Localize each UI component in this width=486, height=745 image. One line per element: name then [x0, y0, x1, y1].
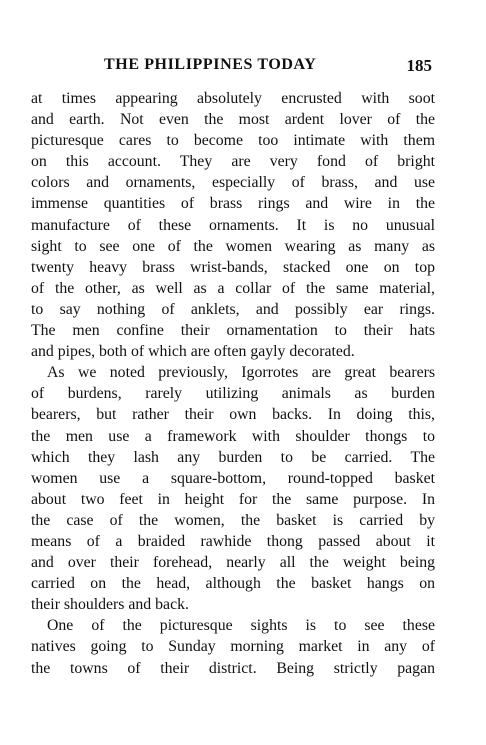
- text-line: the towns of their district. Being strictly pagan: [31, 659, 435, 677]
- text-line: the case of the women, the basket is carried by: [31, 511, 435, 529]
- text-line: at times appearing absolutely encrusted with soot: [31, 90, 435, 107]
- text-line: As we noted previously, Igorrotes are great bearers: [47, 364, 435, 382]
- text-line: the men use a framework with shoulder thongs to: [31, 427, 435, 445]
- text-line: bearers, but rather their own backs. In doing this,: [31, 406, 435, 424]
- running-title: THE PHILIPPINES TODAY: [104, 56, 317, 73]
- text-line: One of the picturesque sights is to see these: [47, 617, 435, 635]
- text-line: twenty heavy brass wrist-bands, stacked one on top: [31, 258, 435, 276]
- text-line: natives going to Sunday morning market in any of: [31, 638, 435, 656]
- text-line: manufacture of these ornaments. It is no unusual: [31, 216, 435, 234]
- page-number: 185: [406, 56, 432, 75]
- text-line: colors and ornaments, especially of brass, and use: [31, 174, 435, 192]
- text-line: carried on the head, although the basket hangs on: [31, 575, 435, 593]
- text-line: sight to see one of the women wearing as many as: [31, 237, 435, 255]
- text-line: women use a square-bottom, round-topped basket: [31, 469, 435, 487]
- text-line: about two feet in height for the same purpose. In: [31, 490, 435, 508]
- text-line: and over their forehead, nearly all the weight being: [31, 554, 435, 572]
- text-line: The men confine their ornamentation to their hats: [31, 322, 435, 340]
- text-line: which they lash any burden to be carried. The: [31, 448, 435, 466]
- text-line: to say nothing of anklets, and possibly ear rings.: [31, 300, 435, 318]
- text-line: of burdens, rarely utilizing animals as burden: [31, 385, 435, 403]
- text-line: and pipes, both of which are often gayly decorated.: [31, 343, 355, 361]
- text-line: picturesque cares to become too intimate with them: [31, 132, 435, 150]
- text-line: and earth. Not even the most ardent lover of the: [31, 111, 435, 129]
- text-line: on this account. They are very fond of bright: [31, 153, 435, 171]
- text-line: of the other, as well as a collar of the same material,: [31, 279, 435, 297]
- running-head: [104, 56, 432, 82]
- text-line: means of a braided rawhide thong passed about it: [31, 532, 435, 550]
- text-line: immense quantities of brass rings and wire in the: [31, 195, 435, 213]
- body-text: [31, 88, 435, 679]
- text-line: their shoulders and back.: [31, 596, 189, 614]
